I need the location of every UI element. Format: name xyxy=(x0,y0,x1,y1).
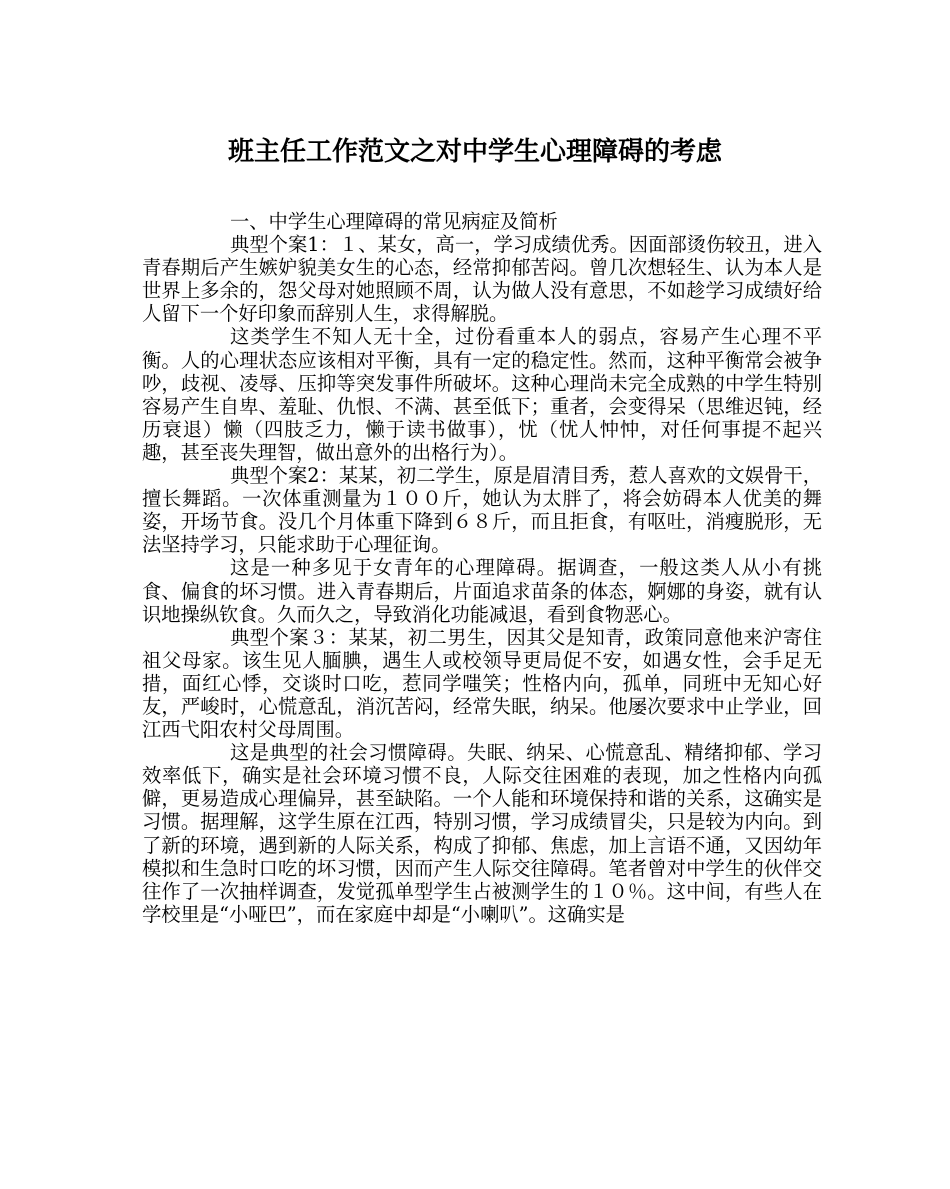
case-1-analysis-paragraph: 这类学生不知人无十全，过份看重本人的弱点，容易产生心理不平衡。人的心理状态应该相对平衡，具有一定的稳定性。然而，这种平衡常会被争吵，歧视、凌辱、压抑等突发事件所破坏。这种心理尚未完全成熟的中学生特别容易产生自卑、羞耻、仇恨、不满、甚至低下；重者，会变得呆（思维迟钝，经历衰退）懒（四肢乏力，懒于读书做事），忧（忧人忡忡，对任何事提不起兴趣，甚至丧失理智，做出意外的出格行为）。 xyxy=(142,325,822,464)
document-body xyxy=(142,210,822,926)
case-2-analysis-paragraph: 这是一种多见于女青年的心理障碍。据调查，一般这类人从小有挑食、偏食的坏习惯。进入青春期后，片面追求苗条的体态，婀娜的身姿，就有认识地操纵钦食。久而久之，导致消化功能减退，看到食物恶心。 xyxy=(142,556,822,626)
case-3-analysis-paragraph: 这是典型的社会习惯障碍。失眠、纳呆、心慌意乱、精绪抑郁、学习效率低下，确实是社会环境习惯不良，人际交往困难的表现，加之性格内向孤僻，更易造成心理偏异，甚至缺陷。一个人能和环境保持和谐的关系，这确实是习惯。据理解，这学生原在江西，特别习惯，学习成绩冒尖，只是较为内向。到了新的环境，遇到新的人际关系，构成了抑郁、焦虑，加上言语不通，又因幼年模拟和生急时口吃的坏习惯，因而产生人际交往障碍。笔者曾对中学生的伙伴交往作了一次抽样调查，发觉孤单型学生占被测学生的１０％。这中间，有些人在学校里是“小哑巴”，而在家庭中却是“小喇叭”。这确实是 xyxy=(142,741,822,926)
case-2-paragraph: 典型个案2：某某，初二学生，原是眉清目秀，惹人喜欢的文娱骨干，擅长舞蹈。一次体重测量为１００斤，她认为太胖了，将会妨碍本人优美的舞姿，开场节食。没几个月体重下降到６８斤，而且拒食，有呕吐，消瘦脱形，无法坚持学习，只能求助于心理征询。 xyxy=(142,464,822,557)
section-heading: 一、中学生心理障碍的常见病症及简析 xyxy=(230,210,558,233)
document-title: 班主任工作范文之对中学生心理障碍的考虑 xyxy=(227,137,722,167)
case-1-paragraph: 典型个案1：１、某女，高一，学习成绩优秀。因面部烫伤较丑，进入青春期后产生嫉妒貌美女生的心态，经常抑郁苦闷。曾几次想轻生、认为本人是世界上多余的，怨父母对她照顾不周，认为做人没有意思，不如趁学习成绩好给人留下一个好印象而辞别人生，求得解脱。 xyxy=(142,233,822,326)
case-3-paragraph: 典型个案３：某某，初二男生，因其父是知青，政策同意他来沪寄住祖父母家。该生见人腼腆，遇生人或校领导更局促不安，如遇女性，会手足无措，面红心悸，交谈时口吃，惹同学嗤笑；性格内向，孤单，同班中无知心好友，严峻时，心慌意乱，消沉苦闷，经常失眠，纳呆。他屡次要求中止学业，回江西弋阳农村父母周围。 xyxy=(142,625,822,742)
